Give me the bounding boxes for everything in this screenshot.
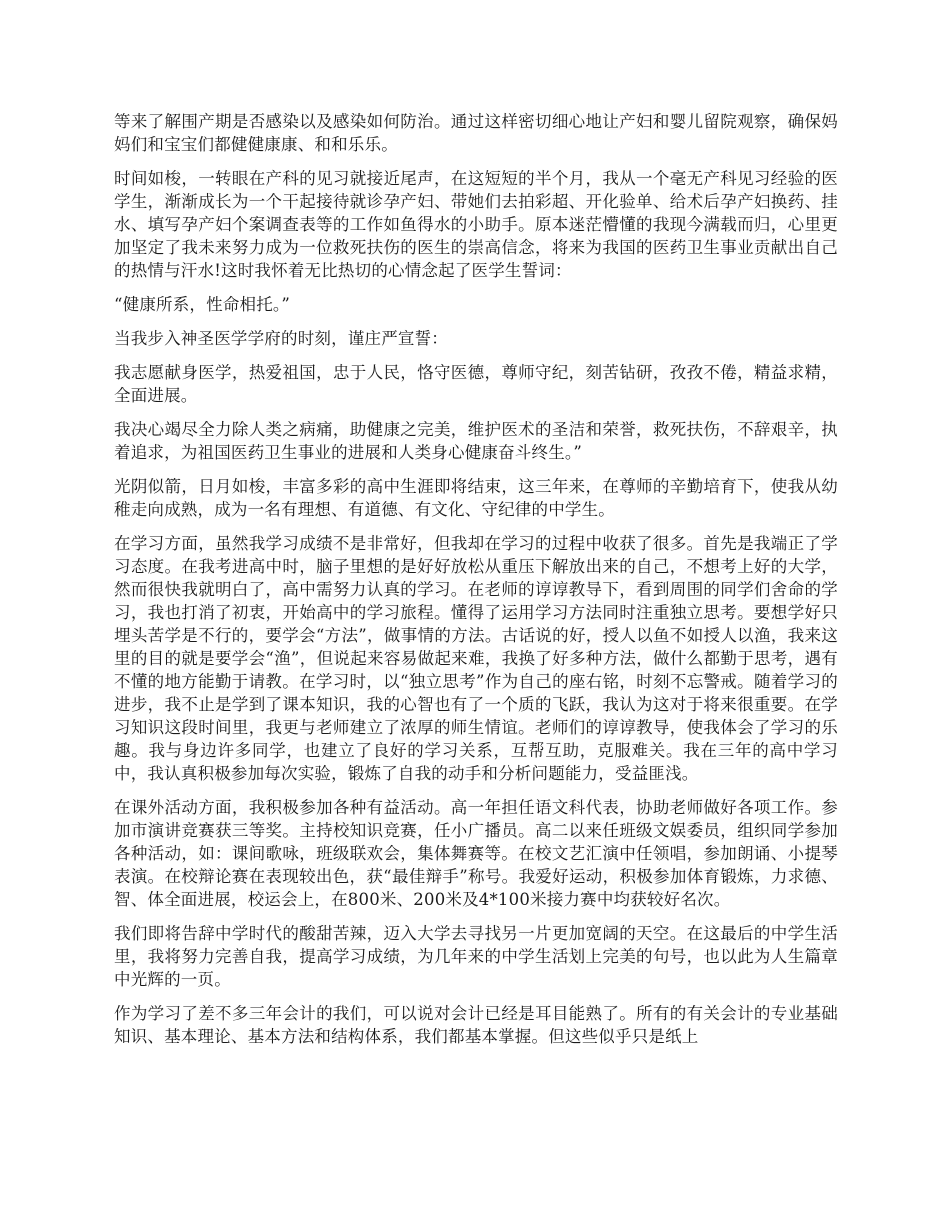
paragraph: 时间如梭，一转眼在产科的见习就接近尾声，在这短短的半个月，我从一个毫无产科见习经验的医学生，渐渐成长为一个干起接待就诊孕产妇、带她们去拍彩超、开化验单、给术后孕产妇换药、挂水、填写孕产妇个案调查表等的工作如鱼得水的小助手。原本迷茫懵懂的我现今满载而归，心里更加坚定了我未来努力成为一位救死扶伤的医生的崇高信念，将来为我国的医药卫生事业贡献出自己的热情与汗水!这时我怀着无比热切的心情念起了医学生誓词： — [114, 169, 838, 280]
paragraph: 在课外活动方面，我积极参加各种有益活动。高一年担任语文科代表，协助老师做好各项工作。参加市演讲竞赛获三等奖。主持校知识竞赛，任小广播员。高二以来任班级文娱委员，组织同学参加各种活动，如：课间歌咏，班级联欢会，集体舞赛等。在校文艺汇演中任领唱，参加朗诵、小提琴表演。在校辩论赛在表现较出色，获“最佳辩手”称号。我爱好运动，积极参加体育锻炼，力求德、智、体全面进展，校运会上，在800米、200米及4*100米接力赛中均获较好名次。 — [114, 798, 838, 909]
paragraph: 我们即将告辞中学时代的酸甜苦辣，迈入大学去寻找另一片更加宽阔的天空。在这最后的中学生活里，我将努力完善自我，提高学习成绩，为几年来的中学生活划上完美的句号，也以此为人生篇章中光辉的一页。 — [114, 924, 838, 989]
paragraph: 在学习方面，虽然我学习成绩不是非常好，但我却在学习的过程中收获了很多。首先是我端正了学习态度。在我考进高中时，脑子里想的是好好放松从重压下解放出来的自己，不想考上好的大学，然而很快我就明白了，高中需努力认真的学习。在老师的谆谆教导下，看到周围的同学们舍命的学习，我也打消了初衷，开始高中的学习旅程。懂得了运用学习方法同时注重独立思考。要想学好只埋头苦学是不行的，要学会“方法”，做事情的方法。古话说的好，授人以鱼不如授人以渔，我来这里的目的就是要学会“渔”，但说起来容易做起来难，我换了好多种方法，做什么都勤于思考，遇有不懂的地方能勤于请教。在学习时，以“独立思考”作为自己的座右铭，时刻不忘警戒。随着学习的进步，我不止是学到了课本知识，我的心智也有了一个质的飞跃，我认为这对于将来很重要。在学习知识这段时间里，我更与老师建立了浓厚的师生情谊。老师们的谆谆教导，使我体会了学习的乐趣。我与身边许多同学，也建立了良好的学习关系，互帮互助，克服难关。我在三年的高中学习中，我认真积极参加每次实验，锻炼了自我的动手和分析问题能力，受益匪浅。 — [114, 534, 838, 783]
paragraph: 我志愿献身医学，热爱祖国，忠于人民，恪守医德，尊师守纪，刻苦钻研，孜孜不倦，精益求精，全面进展。 — [114, 363, 838, 405]
paragraph: “健康所系，性命相托。” — [114, 295, 291, 314]
paragraph: 我决心竭尽全力除人类之病痛，助健康之完美，维护医术的圣洁和荣誉，救死扶伤，不辞艰辛，执着追求，为祖国医药卫生事业的进展和人类身心健康奋斗终生。” — [114, 420, 838, 462]
paragraph: 作为学习了差不多三年会计的我们，可以说对会计已经是耳目能熟了。所有的有关会计的专业基础知识、基本理论、基本方法和结构体系，我们都基本掌握。但这些似乎只是纸上 — [114, 1004, 838, 1046]
paragraph: 光阴似箭，日月如梭，丰富多彩的高中生涯即将结束，这三年来，在尊师的辛勤培育下，使我从幼稚走向成熟，成为一名有理想、有道德、有文化、守纪律的中学生。 — [114, 477, 838, 519]
document-page — [114, 110, 838, 1059]
paragraph: 当我步入神圣医学学府的时刻，谨庄严宣誓： — [114, 329, 448, 348]
paragraph: 等来了解围产期是否感染以及感染如何防治。通过这样密切细心地让产妇和婴儿留院观察，确保妈妈们和宝宝们都健健康康、和和乐乐。 — [114, 112, 838, 154]
